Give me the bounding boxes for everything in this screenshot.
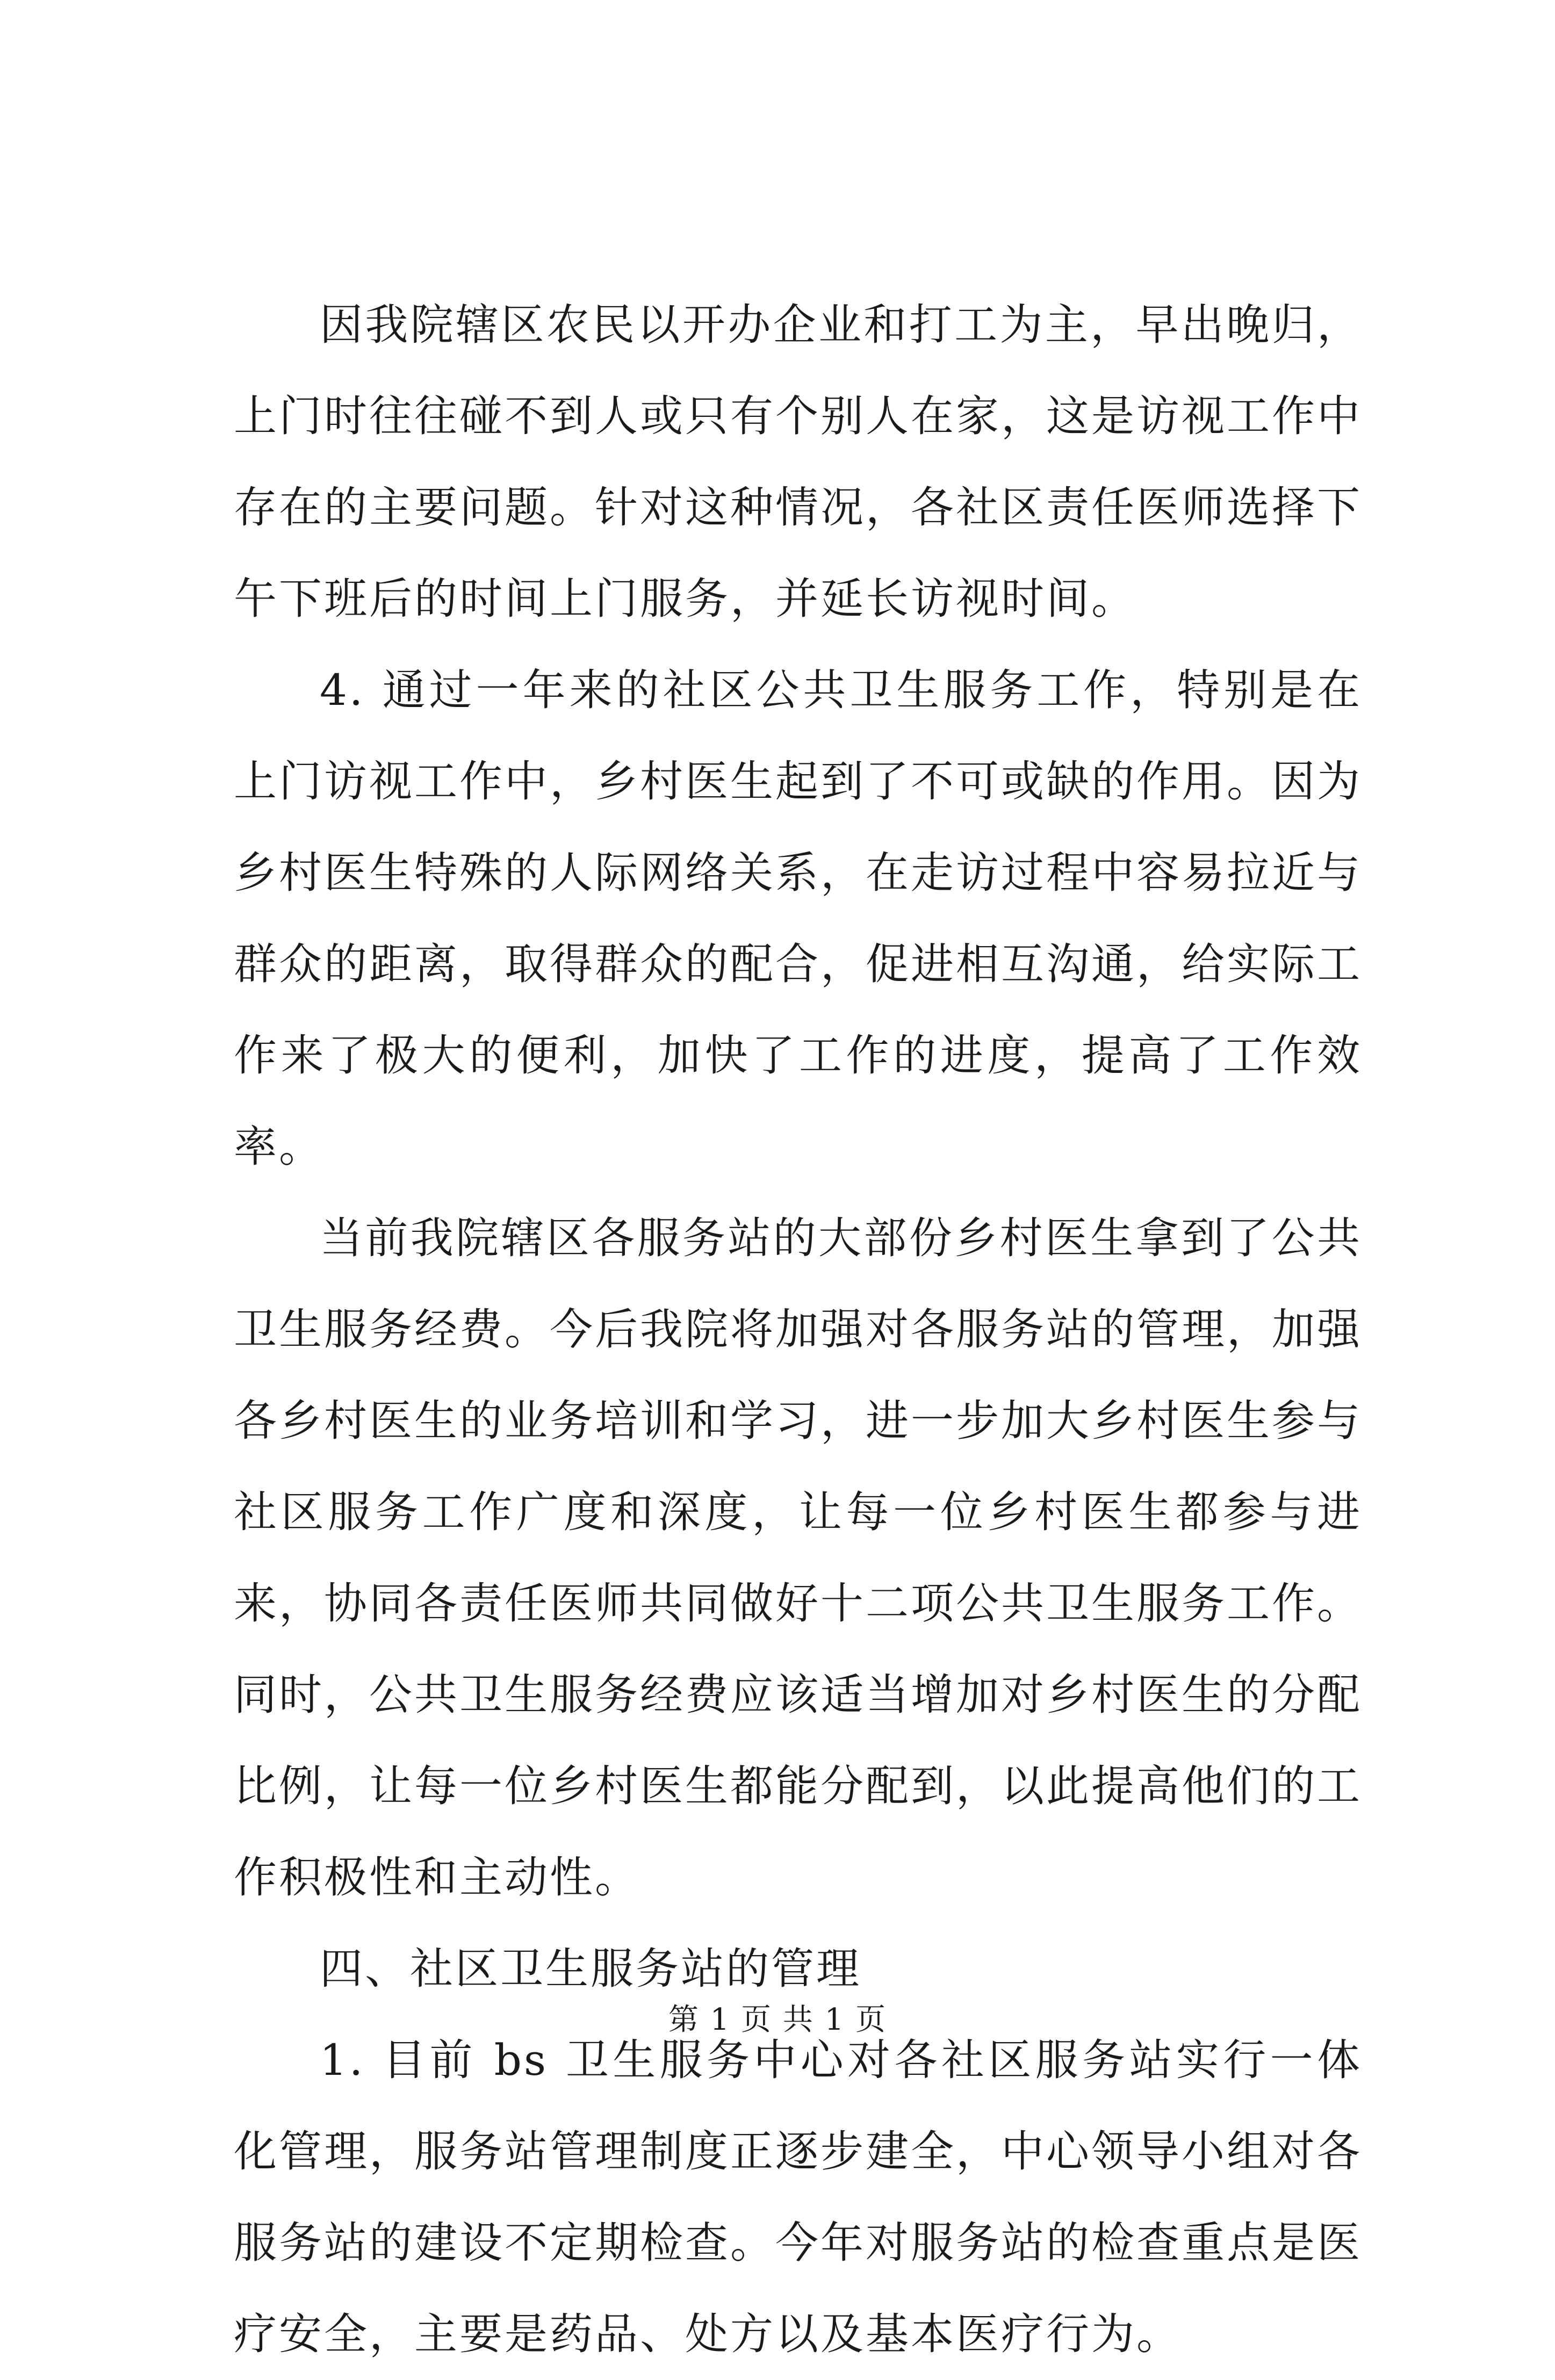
paragraph-village-doctors-role: 4. 通过一年来的社区公共卫生服务工作，特别是在上门访视工作中，乡村医生起到了不可或缺的作用。因为乡村医生特殊的人际网络关系，在走访过程中容易拉近与群众的距离，取得群众的配合，促进相互沟通，给实际工作来了极大的便利，加快了工作的进度，提高了工作效率。 xyxy=(234,665,1362,1172)
document-body xyxy=(234,279,1362,2380)
section-heading: 四、社区卫生服务站的管理 xyxy=(320,1944,861,1994)
page-number-footer: 第 1 页 共 1 页 xyxy=(668,2002,887,2037)
paragraph-station-management: 1. 目前 bs 卫生服务中心对各社区服务站实行一体化管理，服务站管理制度正逐步建全，中心领导小组对各服务站的建设不定期检查。今年对服务站的检查重点是医疗安全，主要是药品、处方以及基本医疗行为。 xyxy=(234,2035,1362,2359)
paragraph-funding-and-management: 当前我院辖区各服务站的大部份乡村医生拿到了公共卫生服务经费。今后我院将加强对各服务站的管理，加强各乡村医生的业务培训和学习，进一步加大乡村医生参与社区服务工作广度和深度，让每一位乡村医生都参与进来，协同各责任医师共同做好十二项公共卫生服务工作。同时，公共卫生服务经费应该适当增加对乡村医生的分配比例，让每一位乡村医生都能分配到，以此提高他们的工作积极性和主动性。 xyxy=(234,1213,1362,1902)
paragraph-visit-problems: 因我院辖区农民以开办企业和打工为主，早出晚归，上门时往往碰不到人或只有个别人在家，这是访视工作中存在的主要问题。针对这种情况，各社区责任医师选择下午下班后的时间上门服务，并延长访视时间。 xyxy=(234,300,1362,624)
